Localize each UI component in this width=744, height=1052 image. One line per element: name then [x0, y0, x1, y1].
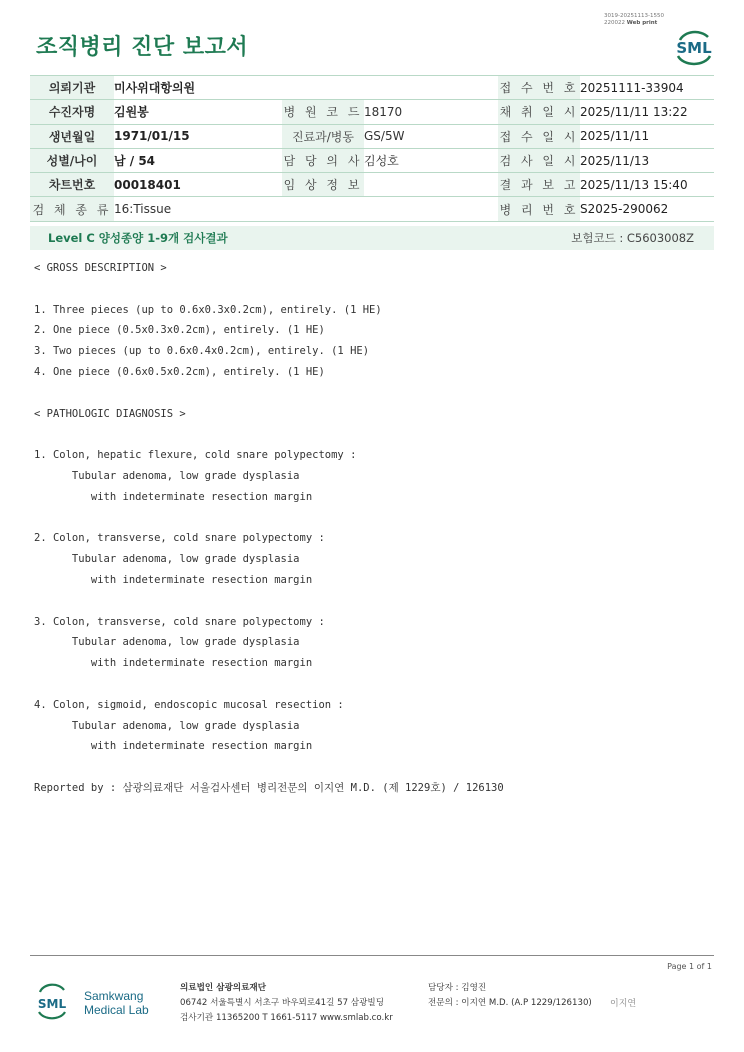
specimen-label: 검 체 종 류 — [30, 197, 114, 221]
sex-age-value: 남 / 54 — [114, 148, 282, 172]
insurance-code: 보험코드 : C5603008Z — [571, 231, 694, 245]
chart-no-value: 00018401 — [114, 173, 282, 197]
sml-logo-text: SML — [676, 39, 712, 57]
pathology-no-value: S2025-290062 — [580, 197, 714, 221]
org-name: 의료법인 삼광의료재단 — [180, 983, 267, 993]
doctor-label: 담 당 의 사 — [282, 148, 364, 172]
dob-value: 1971/01/15 — [114, 124, 282, 148]
footer-logo-text — [84, 989, 149, 1017]
staff-info — [428, 981, 592, 1011]
sml-logo-icon — [36, 980, 68, 1024]
patient-name-label: 수진자명 — [30, 100, 114, 124]
collection-date-label: 채 취 일 시 — [498, 100, 580, 124]
footer-divider — [30, 955, 714, 956]
requester-label: 의뢰기관 — [30, 76, 114, 100]
patient-info-table — [30, 75, 714, 222]
info-row — [30, 197, 714, 221]
info-row — [30, 173, 714, 197]
logo-line1: Samkwang — [84, 989, 144, 1003]
print-code — [604, 13, 664, 27]
info-row — [30, 148, 714, 172]
info-row — [30, 100, 714, 124]
receipt-date-value: 2025/11/11 — [580, 124, 714, 148]
signature: 이지연 — [610, 999, 637, 1009]
specimen-value: 16:Tissue — [114, 197, 498, 221]
staff-name: 담당자 : 김영진 — [428, 983, 487, 993]
org-contact: 검사기관 11365200 T 1661-5117 www.smlab.co.kr — [180, 1013, 393, 1023]
web-print-label: Web print — [626, 20, 658, 26]
sml-logo-text: SML — [37, 997, 67, 1011]
requester-value: 미사위대항의원 — [114, 76, 498, 100]
info-row — [30, 76, 714, 100]
clinical-info-value — [364, 173, 498, 197]
receipt-no-value: 20251111-33904 — [580, 76, 714, 100]
sml-logo-icon — [672, 26, 716, 66]
hospital-code-value: 18170 — [364, 100, 498, 124]
dept-value: GS/5W — [364, 124, 498, 148]
hospital-code-label: 병 원 코 드 — [282, 100, 364, 124]
exam-date-label: 검 사 일 시 — [498, 148, 580, 172]
clinical-info-label: 임 상 정 보 — [282, 173, 364, 197]
doctor-value: 김성호 — [364, 148, 498, 172]
result-report-label: 결 과 보 고 — [498, 173, 580, 197]
chart-no-label: 차트번호 — [30, 173, 114, 197]
print-code-line1: 3019-20251113-1550 — [604, 13, 664, 19]
org-address: 06742 서울특별시 서초구 바우뫼로41길 57 삼광빌딩 — [180, 998, 384, 1008]
report-body: < GROSS DESCRIPTION > 1. Three pieces (up to 0.6x0.3x0.2cm), entirely. (1 HE) 2. One piece (0.5x0.3x0.2cm), entirely. (1 HE) 3. Two pieces (up to 0.6x0.4x0.2cm), entirely. (1 HE) 4. One piece (0.6x0.5x0.2cm), entirely. (1 HE) < PATHOLOGIC DIAGNOSIS > 1. Colon, hepatic flexure, cold snare polypectomy : Tubular adenoma, low grade dysplasia with indeterminate resection margin 2. Colon, transverse, cold snare polypectomy : Tubular adenoma, low grade dysplasia with indeterminate resection margin 3. Colon, transverse, cold snare polypectomy : Tubular adenoma, low grade dysplasia with indeterminate resection margin 4. Colon, sigmoid, endoscopic mucosal resection : Tubular adenoma, low grade dysplasia with indeterminate resection margin Reported by : 삼광의료재단 서울검사센터 병리전문의 이지연 M.D. (제 1229호) / 126130 — [34, 262, 504, 794]
collection-date-value: 2025/11/11 13:22 — [580, 100, 714, 124]
sex-age-label: 성별/나이 — [30, 148, 114, 172]
result-report-value: 2025/11/13 15:40 — [580, 173, 714, 197]
pathology-no-label: 병 리 번 호 — [498, 197, 580, 221]
specialist-name: 전문의 : 이지연 M.D. (A.P 1229/126130) — [428, 998, 592, 1008]
dept-label: 진료과/병동 — [282, 124, 364, 148]
org-info — [180, 981, 393, 1026]
info-row — [30, 124, 714, 148]
receipt-no-label: 접 수 번 호 — [498, 76, 580, 100]
print-code-number: 220022 — [604, 20, 625, 26]
patient-name-value: 김원봉 — [114, 100, 282, 124]
page-number: Page 1 of 1 — [667, 962, 712, 971]
print-code-line2 — [604, 20, 664, 27]
exam-date-value: 2025/11/13 — [580, 148, 714, 172]
dob-label: 생년월일 — [30, 124, 114, 148]
test-name: Level C 양성종양 1-9개 검사결과 — [48, 231, 228, 245]
report-title: 조직병리 진단 보고서 — [36, 35, 249, 60]
logo-line2: Medical Lab — [84, 1003, 149, 1017]
receipt-date-label: 접 수 일 시 — [498, 124, 580, 148]
